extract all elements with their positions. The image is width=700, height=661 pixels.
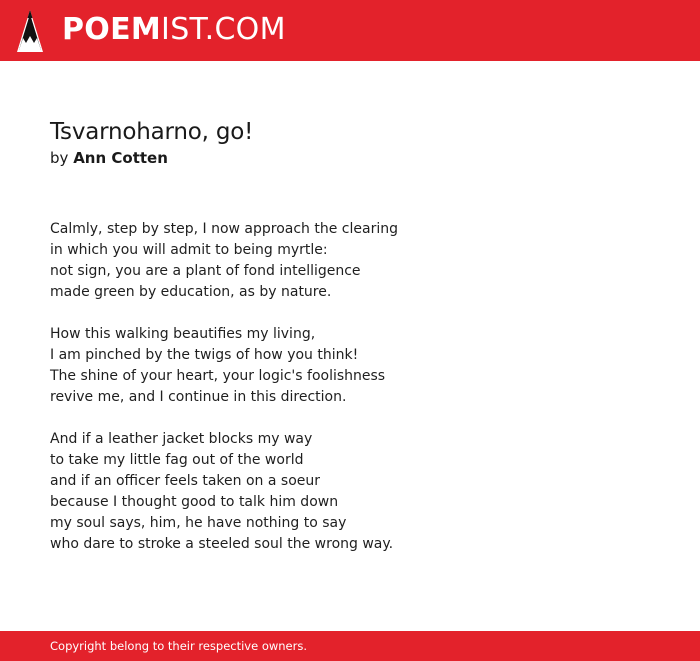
poem-line: And if a leather jacket blocks my way: [50, 431, 313, 447]
poem-line: Calmly, step by step, I now approach the clearing: [50, 221, 398, 237]
copyright-text: Copyright belong to their respective owners.: [50, 639, 308, 653]
site-footer: [0, 631, 700, 661]
poem-line: How this walking beautifies my living,: [50, 326, 316, 342]
poem-line: I am pinched by the twigs of how you think!: [50, 347, 359, 363]
poem-content: [50, 118, 650, 576]
brand-light-text: IST.COM: [161, 12, 286, 47]
site-brand[interactable]: [62, 12, 286, 48]
brand-bold-text: POEM: [62, 12, 162, 47]
poem-body: [50, 219, 650, 555]
poem-line: to take my little fag out of the world: [50, 452, 304, 468]
stanza-2: [50, 324, 650, 408]
poem-line: revive me, and I continue in this direction.: [50, 389, 347, 405]
by-label: by: [50, 149, 69, 167]
poem-author: Ann Cotten: [73, 149, 168, 167]
poem-line: The shine of your heart, your logic's foolishness: [50, 368, 386, 384]
poem-line: in which you will admit to being myrtle:: [50, 242, 328, 258]
poem-title: Tsvarnoharno, go!: [50, 119, 254, 145]
stanza-1: [50, 219, 650, 303]
poem-line: my soul says, him, he have nothing to say: [50, 515, 347, 531]
poem-line: not sign, you are a plant of fond intelligence: [50, 263, 361, 279]
poem-line: who dare to stroke a steeled soul the wrong way.: [50, 536, 394, 552]
poem-line: and if an officer feels taken on a soeur: [50, 473, 320, 489]
pencil-logo-icon[interactable]: [17, 10, 43, 52]
poem-line: made green by education, as by nature.: [50, 284, 332, 300]
site-header: [0, 0, 700, 61]
poem-line: because I thought good to talk him down: [50, 494, 339, 510]
poem-byline: [50, 148, 650, 168]
stanza-3: [50, 429, 650, 555]
